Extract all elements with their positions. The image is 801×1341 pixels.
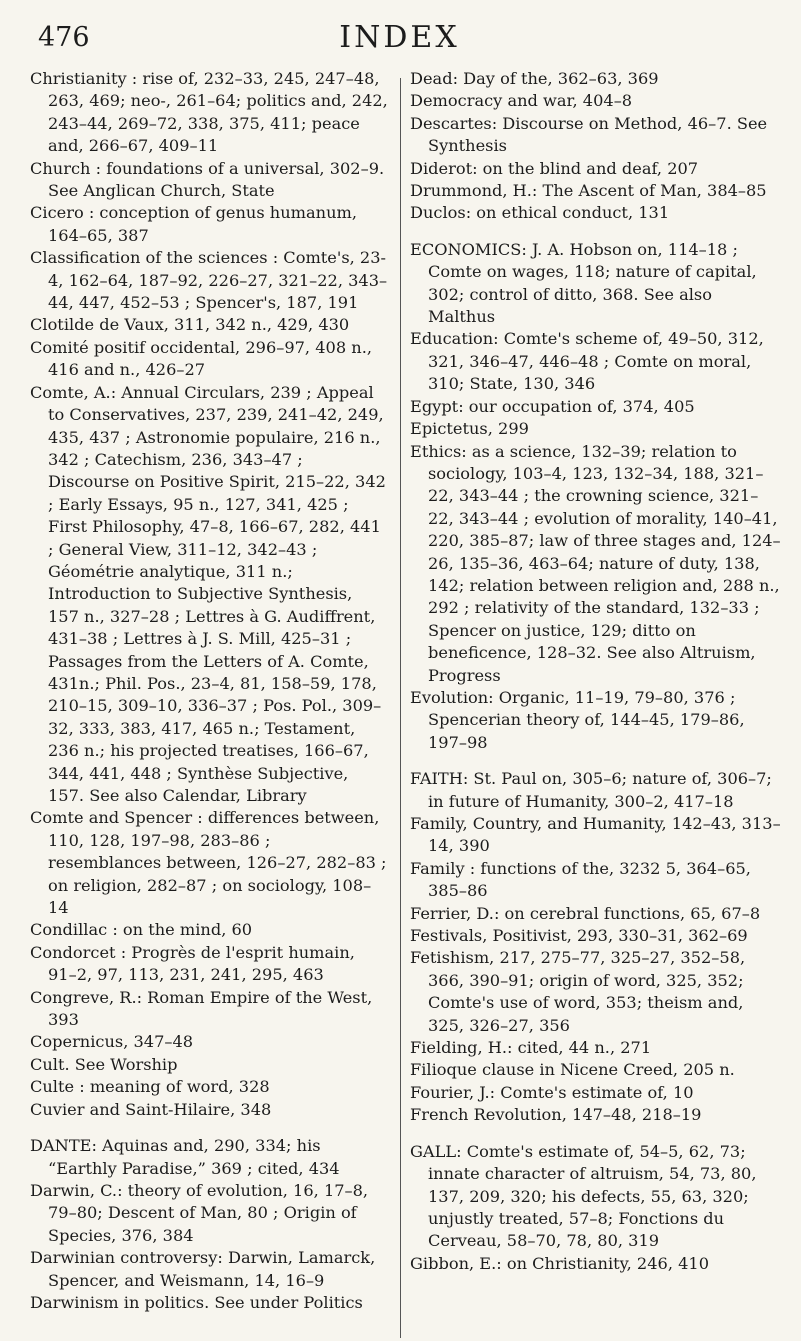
index-entry: Copernicus, 347–48 bbox=[30, 1032, 194, 1052]
index-entry: Condillac : on the mind, 60 bbox=[30, 920, 253, 940]
index-entry: Festivals, Positivist, 293, 330–31, 362–69 bbox=[410, 926, 748, 946]
index-entry: Drummond, H.: The Ascent of Man, 384–85 bbox=[410, 181, 767, 201]
index-entry: Cicero : conception of genus humanum, 164–65, 387 bbox=[30, 203, 358, 245]
index-entry: Christianity : rise of, 232–33, 245, 247–48, 263, 469; neo-, 261–64; politics and, 242, 243–44, 269–72, 338, 375, 411; peace and, 266–67, 409–11 bbox=[30, 69, 388, 156]
left-column bbox=[30, 68, 388, 1314]
index-entry: GALL: Comte's estimate of, 54–5, 62, 73; innate character of altruism, 54, 73, 80, 137, 209, 320; his defects, 55, 63, 320; unjustly treated, 57–8; Fonctions du Cerveau, 58–70, 78, 80, 319 bbox=[410, 1141, 757, 1251]
index-entry: Dead: Day of the, 362–63, 369 bbox=[410, 69, 659, 88]
index-entry: Clotilde de Vaux, 311, 342 n., 429, 430 bbox=[30, 315, 350, 335]
index-entry: ECONOMICS: J. A. Hobson on, 114–18 ; Comte on wages, 118; nature of capital, 302; control of ditto, 368. See also Malthus bbox=[410, 239, 757, 327]
index-entry: Duclos: on ethical conduct, 131 bbox=[410, 203, 670, 223]
index-entry: Condorcet : Progrès de l'esprit humain, 91–2, 97, 113, 231, 241, 295, 463 bbox=[30, 942, 355, 985]
index-entry: Descartes: Discourse on Method, 46–7. See Synthesis bbox=[410, 113, 768, 156]
index-entry: Diderot: on the blind and deaf, 207 bbox=[410, 158, 699, 178]
index-entry: Epictetus, 299 bbox=[410, 419, 529, 439]
index-entry: FAITH: St. Paul on, 305–6; nature of, 306–7; in future of Humanity, 300–2, 417–18 bbox=[410, 769, 772, 811]
index-entry: Darwinism in politics. See under Politics bbox=[30, 1292, 363, 1312]
index-entry: Education: Comte's scheme of, 49–50, 312, 321, 346–47, 446–48 ; Comte on moral, 310; State, 130, 346 bbox=[410, 329, 764, 394]
index-entry: Cuvier and Saint-Hilaire, 348 bbox=[30, 1099, 272, 1119]
index-entry: Family, Country, and Humanity, 142–43, 313–14, 390 bbox=[410, 814, 781, 856]
index-entry: Evolution: Organic, 11–19, 79–80, 376 ; Spencerian theory of, 144–45, 179–86, 197–98 bbox=[410, 687, 745, 752]
section-gap bbox=[410, 754, 782, 768]
page-header bbox=[38, 14, 761, 54]
index-entry: Egypt: our occupation of, 374, 405 bbox=[410, 396, 695, 416]
section-gap bbox=[410, 225, 782, 239]
index-entry: Filioque clause in Nicene Creed, 205 n. bbox=[410, 1060, 735, 1080]
index-entry: Gibbon, E.: on Christianity, 246, 410 bbox=[410, 1253, 710, 1273]
index-entry: Democracy and war, 404–8 bbox=[410, 91, 633, 111]
index-entry: Fetishism, 217, 275–77, 325–27, 352–58, 366, 390–91; origin of word, 325, 352; Comte's use of word, 353; theism and, 325, 326–27, 356 bbox=[410, 948, 746, 1035]
index-entry: Culte : meaning of word, 328 bbox=[30, 1077, 270, 1097]
index-entry: Family : functions of the, 3232 5, 364–65, 385–86 bbox=[410, 858, 751, 901]
index-entry: Darwinian controversy: Darwin, Lamarck, Spencer, and Weismann, 14, 16–9 bbox=[30, 1248, 376, 1290]
index-entry: Classification of the sciences : Comte's, 23-4, 162–64, 187–92, 226–27, 321–22, 343–44, 447, 452–53 ; Spencer's, 187, 191 bbox=[30, 248, 388, 313]
index-entry: Fourier, J.: Comte's estimate of, 10 bbox=[410, 1082, 694, 1102]
index-entry: Comte and Spencer : differences between, 110, 128, 197–98, 283–86 ; resemblances between, 126–27, 282–83 ; on religion, 282–87 ; on sociology, 108–14 bbox=[30, 808, 387, 918]
index-entry: Comte, A.: Annual Circulars, 239 ; Appeal to Conservatives, 237, 239, 241–42, 249, 435, 437 ; Astronomie populaire, 216 n., 342 ; Catechism, 236, 343–47 ; Discourse on Positive Spirit, 215–22, 342 ; Early Essays, 95 n., 127, 341, 425 ; First Philosophy, 47–8, 166–67, 282, 441 ; General View, 311–12, 342–43 ; Géométrie analytique, 311 n.; Introduction to Subjective Synthesis, 157 n., 327–28 ; Lettres à G. Audiffrent, 431–38 ; Lettres à J. S. Mill, 425–31 ; Passages from the Letters of A. Comte, 431n.; Phil. Pos., 23–4, 81, 158–59, 178, 210–15, 309–10, 336–37 ; Pos. Pol., 309–32, 333, 383, 417, 465 n.; Testament, 236 n.; his projected treatises, 166–67, 344, 441, 448 ; Synthèse Subjective, 157. See also Calendar, Library bbox=[30, 382, 386, 805]
index-entry: Ethics: as a science, 132–39; relation to sociology, 103–4, 123, 132–34, 188, 321–22, 343–44 ; the crowning science, 321–22, 343–44 ; evolution of morality, 140–41, 220, 385–87; law of three stages and, 124–26, 135–36, 463–64; nature of duty, 138, 142; relation between religion and, 288 n., 292 ; relativity of the standard, 132–33 ; Spencer on justice, 129; ditto on beneficence, 128–32. See also Altruism, Progress bbox=[410, 441, 781, 685]
index-columns bbox=[30, 68, 782, 1328]
index-entry: Darwin, C.: theory of evolution, 16, 17–8, 79–80; Descent of Man, 80 ; Origin of Species, 376, 384 bbox=[30, 1180, 369, 1245]
index-entry: French Revolution, 147–48, 218–19 bbox=[410, 1105, 702, 1125]
index-entry: DANTE: Aquinas and, 290, 334; his “Earthly Paradise,” 369 ; cited, 434 bbox=[30, 1136, 340, 1178]
right-column bbox=[410, 68, 782, 1275]
index-entry: Cult. See Worship bbox=[30, 1054, 178, 1074]
section-gap bbox=[410, 1127, 782, 1141]
page-title: INDEX bbox=[339, 20, 460, 55]
index-entry: Fielding, H.: cited, 44 n., 271 bbox=[410, 1038, 652, 1058]
index-entry: Ferrier, D.: on cerebral functions, 65, 67–8 bbox=[410, 903, 761, 923]
section-gap bbox=[30, 1121, 388, 1135]
index-entry: Congreve, R.: Roman Empire of the West, 393 bbox=[30, 987, 373, 1030]
page-number: 476 bbox=[38, 22, 90, 53]
index-entry: Comité positif occidental, 296–97, 408 n., 416 and n., 426–27 bbox=[30, 337, 372, 380]
index-entry: Church : foundations of a universal, 302–9. See Anglican Church, State bbox=[30, 158, 385, 201]
